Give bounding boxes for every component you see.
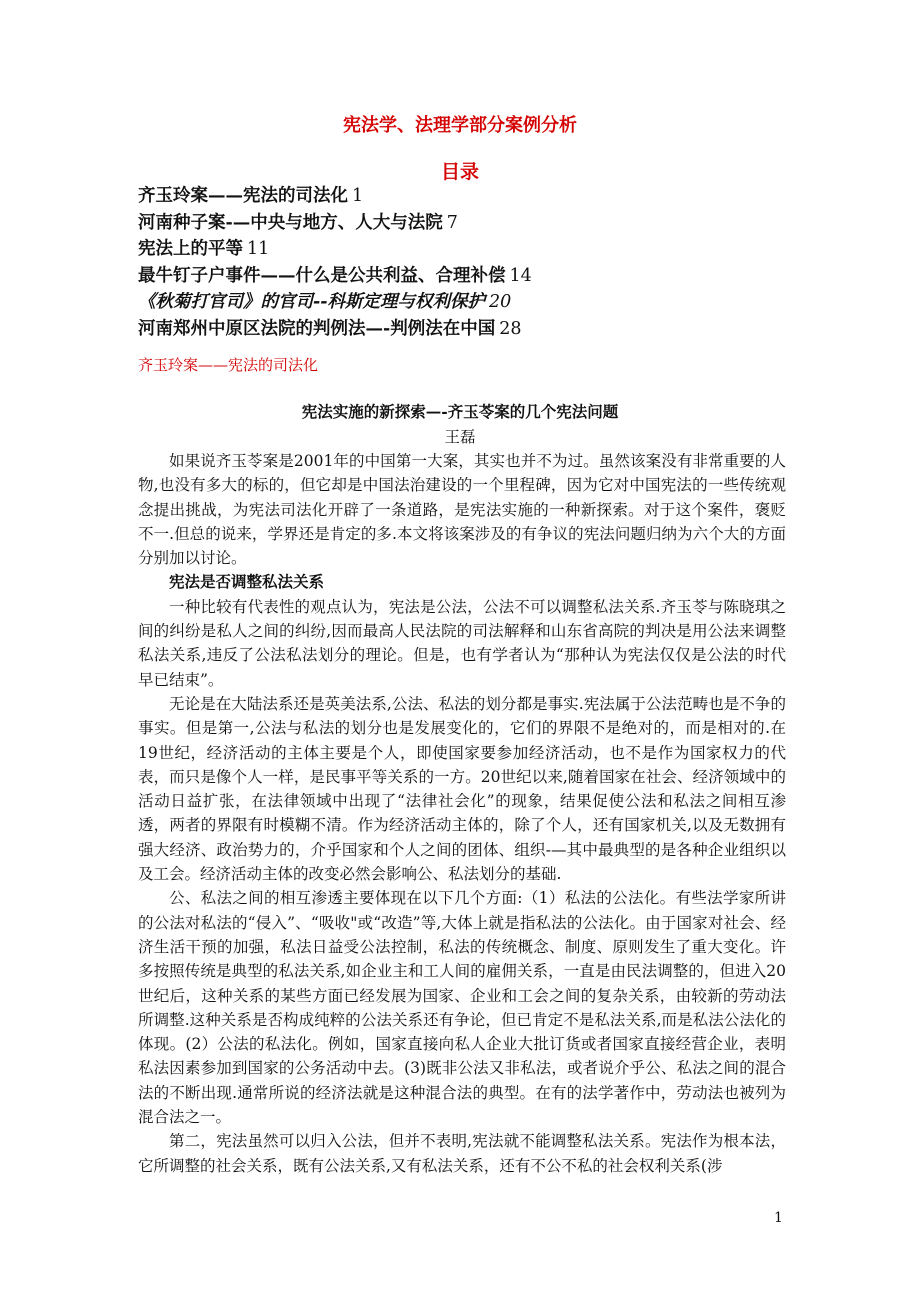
toc-entry-label: 最牛钉子户事件——什么是公共利益、合理补偿 [138,265,506,286]
subheading: 宪法是否调整私法关系 [169,572,325,592]
toc-entry-label: 河南种子案-—中央与地方、人大与法院 [138,212,443,233]
paragraph: 无论是在大陆法系还是英美法系,公法、私法的划分都是事实.宪法属于公法范畴也是不争的事实。但是第一,公法与私法的划分也是发展变化的，它们的界限不是绝对的，而是相对的.在19世纪，经济活动的主体主要是个人，即使国家要参加经济活动，也不是作为国家权力的代表，而只是像个人一样，是民事平等关系的一方。20世纪以来,随着国家在社会、经济领域中的活动日益扩张，在法律领域中出现了“法律社会化”的现象，结果促使公法和私法之间相互渗透，两者的界限有时模糊不清。作为经济活动主体的，除了个人，还有国家机关,以及无数拥有强大经济、政治势力的，介乎国家和个人之间的团体、组织-—其中最典型的是各种企业组织以及工会。经济活动主体的改变必然会影响公、私法划分的基础. [138,694,786,884]
toc-entry[interactable] [138,316,798,343]
section-heading: 齐玉玲案——宪法的司法化 [138,356,319,374]
toc-entry-page: 11 [247,239,270,260]
paragraph: 第二，宪法虽然可以归入公法，但并不表明,宪法就不能调整私法关系。宪法作为根本法，它所调整的社会关系，既有公法关系,又有私法关系，还有不公不私的社会权利关系(涉 [138,1132,786,1175]
toc-entry-page: 7 [446,212,458,233]
article-title: 宪法实施的新探索—-齐玉苓案的几个宪法问题 [301,402,619,421]
article-body [138,449,786,1178]
document-title: 宪法学、法理学部分案例分析 [343,115,577,136]
toc-entry-page: 28 [499,318,522,339]
toc-entry-label: 《秋菊打官司》的官司--科斯定理与权利保护 [138,292,486,313]
toc-heading: 目录 [440,161,479,183]
toc-entry[interactable] [138,183,798,210]
article-author: 王磊 [444,428,476,446]
page-number: 1 [774,1210,783,1226]
toc-entry-label: 齐玉玲案——宪法的司法化 [138,186,348,206]
toc-entry-page: 20 [489,292,512,313]
toc-entry[interactable] [138,210,798,237]
toc-entry-page: 1 [352,186,364,206]
toc-entry[interactable] [138,289,798,316]
toc-entry-label: 河南郑州中原区法院的判例法—-判例法在中国 [138,318,496,339]
paragraph: 如果说齐玉苓案是2001年的中国第一大案，其实也并不为过。虽然该案没有非常重要的人物,也没有多大的标的，但它却是中国法治建设的一个里程碑，因为它对中国宪法的一些传统观念提出挑战，为宪法司法化开辟了一条道路，是宪法实施的一种新探索。对于这个案件，褒贬不一.但总的说来，学界还是肯定的多.本文将该案涉及的有争议的宪法问题归纳为六个大的方面分别加以讨论。 [138,452,786,568]
paragraph: 一种比较有代表性的观点认为，宪法是公法，公法不可以调整私法关系.齐玉苓与陈晓琪之间的纠纷是私人之间的纠纷,因而最高人民法院的司法解释和山东省高院的判决是用公法来调整私法关系,违反了公法私法划分的理论。但是，也有学者认为“那种认为宪法仅仅是公法的时代早已结束”。 [138,597,786,689]
table-of-contents [138,183,798,343]
toc-entry-label: 宪法上的平等 [138,239,243,260]
toc-entry[interactable] [138,236,798,263]
toc-entry[interactable] [138,263,798,290]
paragraph: 公、私法之间的相互渗透主要体现在以下几个方面:（1）私法的公法化。有些法学家所讲的公法对私法的“侵入”、“吸收"或“改造”等,大体上就是指私法的公法化。由于国家对社会、经济生活干预的加强，私法日益受公法控制，私法的传统概念、制度、原则发生了重大变化。许多按照传统是典型的私法关系,如企业主和工人间的雇佣关系，一直是由民法调整的，但进入20世纪后，这种关系的某些方面已经发展为国家、企业和工会之间的复杂关系，由较新的劳动法所调整.这种关系是否构成纯粹的公法关系还有争论，但已肯定不是私法关系,而是私法公法化的体现。(2）公法的私法化。例如，国家直接向私人企业大批订货或者国家直接经营企业，表明私法因素参加到国家的公务活动中去。(3)既非公法又非私法，或者说介乎公、私法之间的混合法的不断出现.通常所说的经济法就是这种混合法的典型。在有的法学著作中，劳动法也被列为混合法之一。 [138,889,786,1127]
toc-entry-page: 14 [509,265,532,286]
